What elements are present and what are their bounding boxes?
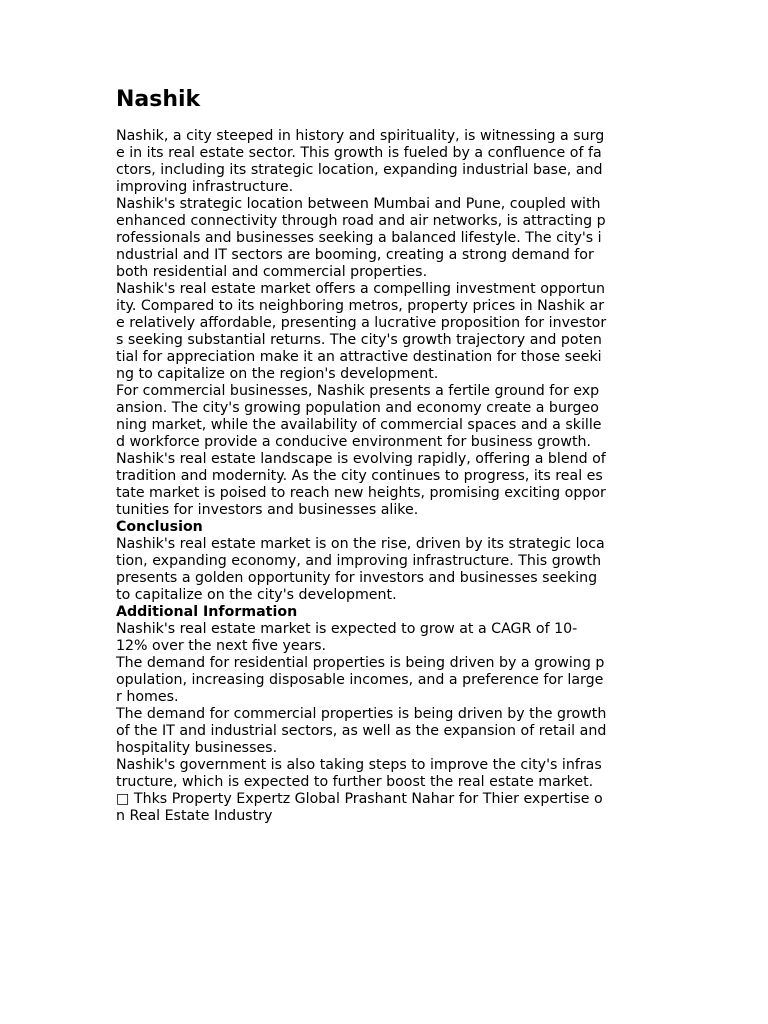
text-line: n Real Estate Industry	[116, 808, 273, 824]
text-line: Nashik's government is also taking steps to improve the city's infras	[116, 757, 602, 773]
text-line: □ Thks Property Expertz Global Prashant Nahar for Thier expertise o	[116, 791, 603, 807]
text-line: 12% over the next five years.	[116, 638, 327, 654]
document-text	[116, 128, 656, 825]
text-line: Nashik's real estate market offers a compelling investment opportun	[116, 281, 605, 297]
section-heading: Additional Information	[116, 604, 298, 620]
text-line: presents a golden opportunity for investors and businesses seeking	[116, 570, 598, 586]
text-line: e in its real estate sector. This growth is fueled by a confluence of fa	[116, 145, 602, 161]
text-line: rofessionals and businesses seeking a balanced lifestyle. The city's i	[116, 230, 602, 246]
text-line: tate market is poised to reach new heights, promising exciting oppor	[116, 485, 606, 501]
text-line: improving infrastructure.	[116, 179, 294, 195]
text-line: tructure, which is expected to further boost the real estate market.	[116, 774, 594, 790]
document-body	[116, 86, 656, 825]
text-line: ning market, while the availability of commercial spaces and a skille	[116, 417, 602, 433]
text-line: Nashik's real estate landscape is evolving rapidly, offering a blend of	[116, 451, 606, 467]
section-heading: Conclusion	[116, 519, 203, 535]
text-line: s seeking substantial returns. The city's growth trajectory and poten	[116, 332, 602, 348]
text-line: The demand for commercial properties is being driven by the growth	[116, 706, 607, 722]
text-line: hospitality businesses.	[116, 740, 278, 756]
text-line: ctors, including its strategic location, expanding industrial base, and	[116, 162, 603, 178]
text-line: For commercial businesses, Nashik presents a fertile ground for exp	[116, 383, 600, 399]
text-line: The demand for residential properties is being driven by a growing p	[116, 655, 605, 671]
text-line: ity. Compared to its neighboring metros, property prices in Nashik ar	[116, 298, 605, 314]
text-line: e relatively affordable, presenting a lucrative proposition for investor	[116, 315, 607, 331]
text-line: tion, expanding economy, and improving infrastructure. This growth	[116, 553, 602, 569]
text-line: enhanced connectivity through road and air networks, is attracting p	[116, 213, 606, 229]
text-line: Nashik's real estate market is expected to grow at a CAGR of 10-	[116, 621, 578, 637]
text-line: r homes.	[116, 689, 179, 705]
text-line: of the IT and industrial sectors, as well as the expansion of retail and	[116, 723, 607, 739]
text-line: ndustrial and IT sectors are booming, creating a strong demand for	[116, 247, 594, 263]
text-line: ng to capitalize on the region's development.	[116, 366, 439, 382]
page-title: Nashik	[116, 87, 201, 112]
text-line: Nashik's strategic location between Mumbai and Pune, coupled with	[116, 196, 601, 212]
text-line: tradition and modernity. As the city continues to progress, its real es	[116, 468, 603, 484]
text-line: Nashik, a city steeped in history and spirituality, is witnessing a surg	[116, 128, 605, 144]
text-line: d workforce provide a conducive environment for business growth.	[116, 434, 592, 450]
text-line: opulation, increasing disposable incomes, and a preference for large	[116, 672, 604, 688]
text-line: tial for appreciation make it an attractive destination for those seeki	[116, 349, 602, 365]
text-line: both residential and commercial properties.	[116, 264, 428, 280]
text-line: Nashik's real estate market is on the rise, driven by its strategic loca	[116, 536, 605, 552]
text-line: ansion. The city's growing population and economy create a burgeo	[116, 400, 599, 416]
text-line: to capitalize on the city's development.	[116, 587, 397, 603]
text-line: tunities for investors and businesses alike.	[116, 502, 419, 518]
